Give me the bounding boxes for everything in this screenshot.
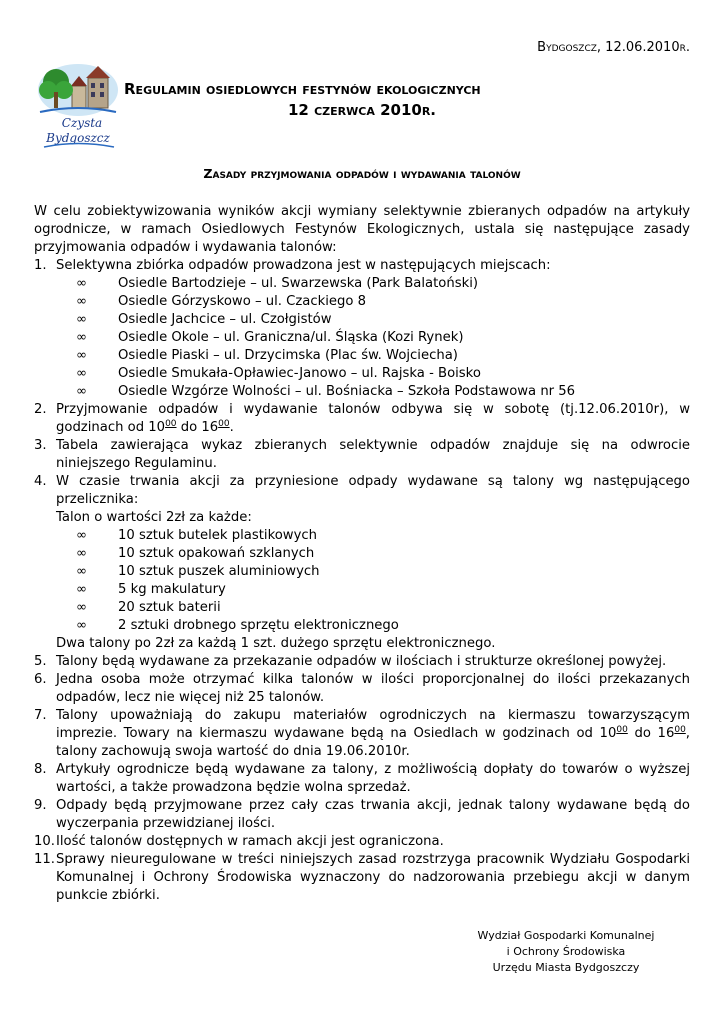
rule-item-5	[34, 653, 690, 671]
location-list	[56, 275, 690, 401]
rule-text: Sprawy nieuregulowane w treści niniejszych zasad rozstrzyga pracownik Wydziału Gospodarki Komunalnej i Ochrony Środowiska wyznaczony do nadzorowania przebiegu akcji w danym punkcie zbiórki.	[56, 852, 690, 903]
infinity-bullet-icon: ∞	[76, 330, 87, 345]
rule-number: 11.	[34, 852, 55, 867]
infinity-bullet-icon: ∞	[76, 582, 87, 597]
rule-text: Tabela zawierająca wykaz zbieranych selektywnie odpadów znajduje się na odwrocie niniejszego Regulaminu.	[56, 438, 690, 471]
list-item: ∞ 20 sztuk baterii	[76, 600, 221, 615]
rule-number: 1.	[34, 258, 47, 273]
rule-number: 4.	[34, 474, 47, 489]
infinity-bullet-icon: ∞	[76, 348, 87, 363]
infinity-bullet-icon: ∞	[76, 366, 87, 381]
infinity-bullet-icon: ∞	[76, 546, 87, 561]
rules-list	[34, 257, 690, 905]
rule-number: 6.	[34, 672, 47, 687]
rule-number: 3.	[34, 438, 47, 453]
issuer-line-3: Urzędu Miasta Bydgoszczy	[492, 961, 640, 974]
list-item: ∞ Osiedle Wzgórze Wolności – ul. Bośniacka – Szkoła Podstawowa nr 56	[76, 384, 576, 399]
list-item: ∞ 10 sztuk opakowań szklanych	[76, 546, 315, 561]
infinity-bullet-icon: ∞	[76, 384, 87, 399]
rule-item-8	[34, 761, 690, 797]
rule-item-7: 7. Talony upoważniają do zakupu materiałów ogrodniczych na kiermaszu towarzyszącym imprezie. Towary na kiermaszu wydawane będą na Osiedlach w godzinach od $10^{00}$ do $16^{00}$, talony zachowują swoja wartość do dnia 19.06.2010r.	[34, 708, 690, 759]
rule-item-3	[34, 437, 690, 473]
rule-number: 5.	[34, 654, 47, 669]
issuer-line-2: i Ochrony Środowiska	[506, 945, 626, 958]
list-item: ∞ Osiedle Górzyskowo – ul. Czackiego 8	[76, 294, 367, 309]
rule-text: Artykuły ogrodnicze będą wydawane za talony, z możliwością dopłaty do towarów o wyższej wartości, a także prowadzona będzie wolna sprzedaż.	[56, 762, 690, 795]
infinity-bullet-icon: ∞	[76, 276, 87, 291]
list-item: ∞ 5 kg makulatury	[76, 582, 226, 597]
infinity-bullet-icon: ∞	[76, 618, 87, 633]
list-item: ∞ Osiedle Piaski – ul. Drzycimska (Plac św. Wojciecha)	[76, 348, 458, 363]
list-item: ∞ Osiedle Okole – ul. Graniczna/ul. Śląska (Kozi Rynek)	[76, 330, 464, 345]
rule-text: W czasie trwania akcji za przyniesione odpady wydawane są talony wg następującego przelicznika:	[56, 474, 690, 507]
section-subtitle: Zasady przyjmowania odpadów i wydawania talonów	[203, 166, 521, 181]
infinity-bullet-icon: ∞	[76, 294, 87, 309]
issuer-signature-block	[448, 928, 684, 976]
rules-body	[34, 203, 690, 905]
list-item: ∞ Osiedle Bartodzieje – ul. Swarzewska (Park Balatoński)	[76, 276, 479, 291]
voucher-label: Talon o wartości 2zł za każde:	[56, 510, 252, 525]
rule-number: 9.	[34, 798, 47, 813]
rule-item-4	[34, 473, 690, 653]
intro-paragraph: W celu zobiektywizowania wyników akcji wymiany selektywnie zbieranych odpadów na artykuły ogrodnicze, w ramach Osiedlowych Festynów Ekologicznych, ustala się następujące zasady przyjmowania odpadów i wydawania talonów:	[34, 204, 690, 255]
list-item: ∞ 2 sztuki drobnego sprzętu elektronicznego	[76, 618, 399, 633]
list-item: ∞ Osiedle Jachcice – ul. Czołgistów	[76, 312, 332, 327]
infinity-bullet-icon: ∞	[76, 564, 87, 579]
rule-number: 8.	[34, 762, 47, 777]
logo-text-czysta: Czysta	[61, 116, 103, 130]
infinity-bullet-icon: ∞	[76, 528, 87, 543]
rule-item-11	[34, 851, 690, 905]
list-item: ∞ Osiedle Smukała-Opławiec-Janowo – ul. Rajska - Boisko	[76, 366, 481, 381]
rule-number: 2.	[34, 402, 47, 417]
logo-text-bydgoszcz: Bydgoszcz	[46, 131, 110, 145]
list-item: ∞ 10 sztuk puszek aluminiowych	[76, 564, 320, 579]
rule-number: 7.	[34, 708, 47, 723]
infinity-bullet-icon: ∞	[76, 600, 87, 615]
list-item: ∞ 10 sztuk butelek plastikowych	[76, 528, 317, 543]
rule-text: Talony będą wydawane za przekazanie odpadów w ilościach i strukturze określonej powyżej.	[56, 654, 667, 669]
issuer-line-1: Wydział Gospodarki Komunalnej	[477, 929, 655, 942]
rule-number: 10.	[34, 834, 55, 849]
rule-item-6	[34, 671, 690, 707]
voucher-note: Dwa talony po 2zł za każdą 1 szt. dużego sprzętu elektronicznego.	[56, 636, 496, 651]
document-date: Bydgoszcz, 12.06.2010r.	[537, 40, 690, 55]
page-title-line1: Regulamin osiedlowych festynów ekologicznych	[124, 80, 481, 98]
rule-item-10	[34, 833, 690, 851]
rule-item-2: 2. Przyjmowanie odpadów i wydawanie talonów odbywa się w sobotę (tj.12.06.2010r), w godzinach od $10^{00}$ do $16^{00}$.	[34, 402, 690, 435]
rule-text: Odpady będą przyjmowane przez cały czas trwania akcji, jednak talony wydawane będą do wyczerpania przewidzianej ilości.	[56, 798, 690, 831]
rule-text: Ilość talonów dostępnych w ramach akcji jest ograniczona.	[56, 834, 444, 849]
infinity-bullet-icon: ∞	[76, 312, 87, 327]
rule-text: Jedna osoba może otrzymać kilka talonów w ilości proporcjonalnej do ilości przekazanych odpadów, lecz nie więcej niż 25 talonów.	[56, 672, 690, 705]
rule-item-9	[34, 797, 690, 833]
page-title-line2: 12 czerwca 2010r.	[288, 101, 436, 119]
rule-item-1	[34, 257, 690, 401]
voucher-list	[56, 527, 690, 635]
rule-text: Selektywna zbiórka odpadów prowadzona jest w następujących miejscach:	[56, 258, 551, 273]
